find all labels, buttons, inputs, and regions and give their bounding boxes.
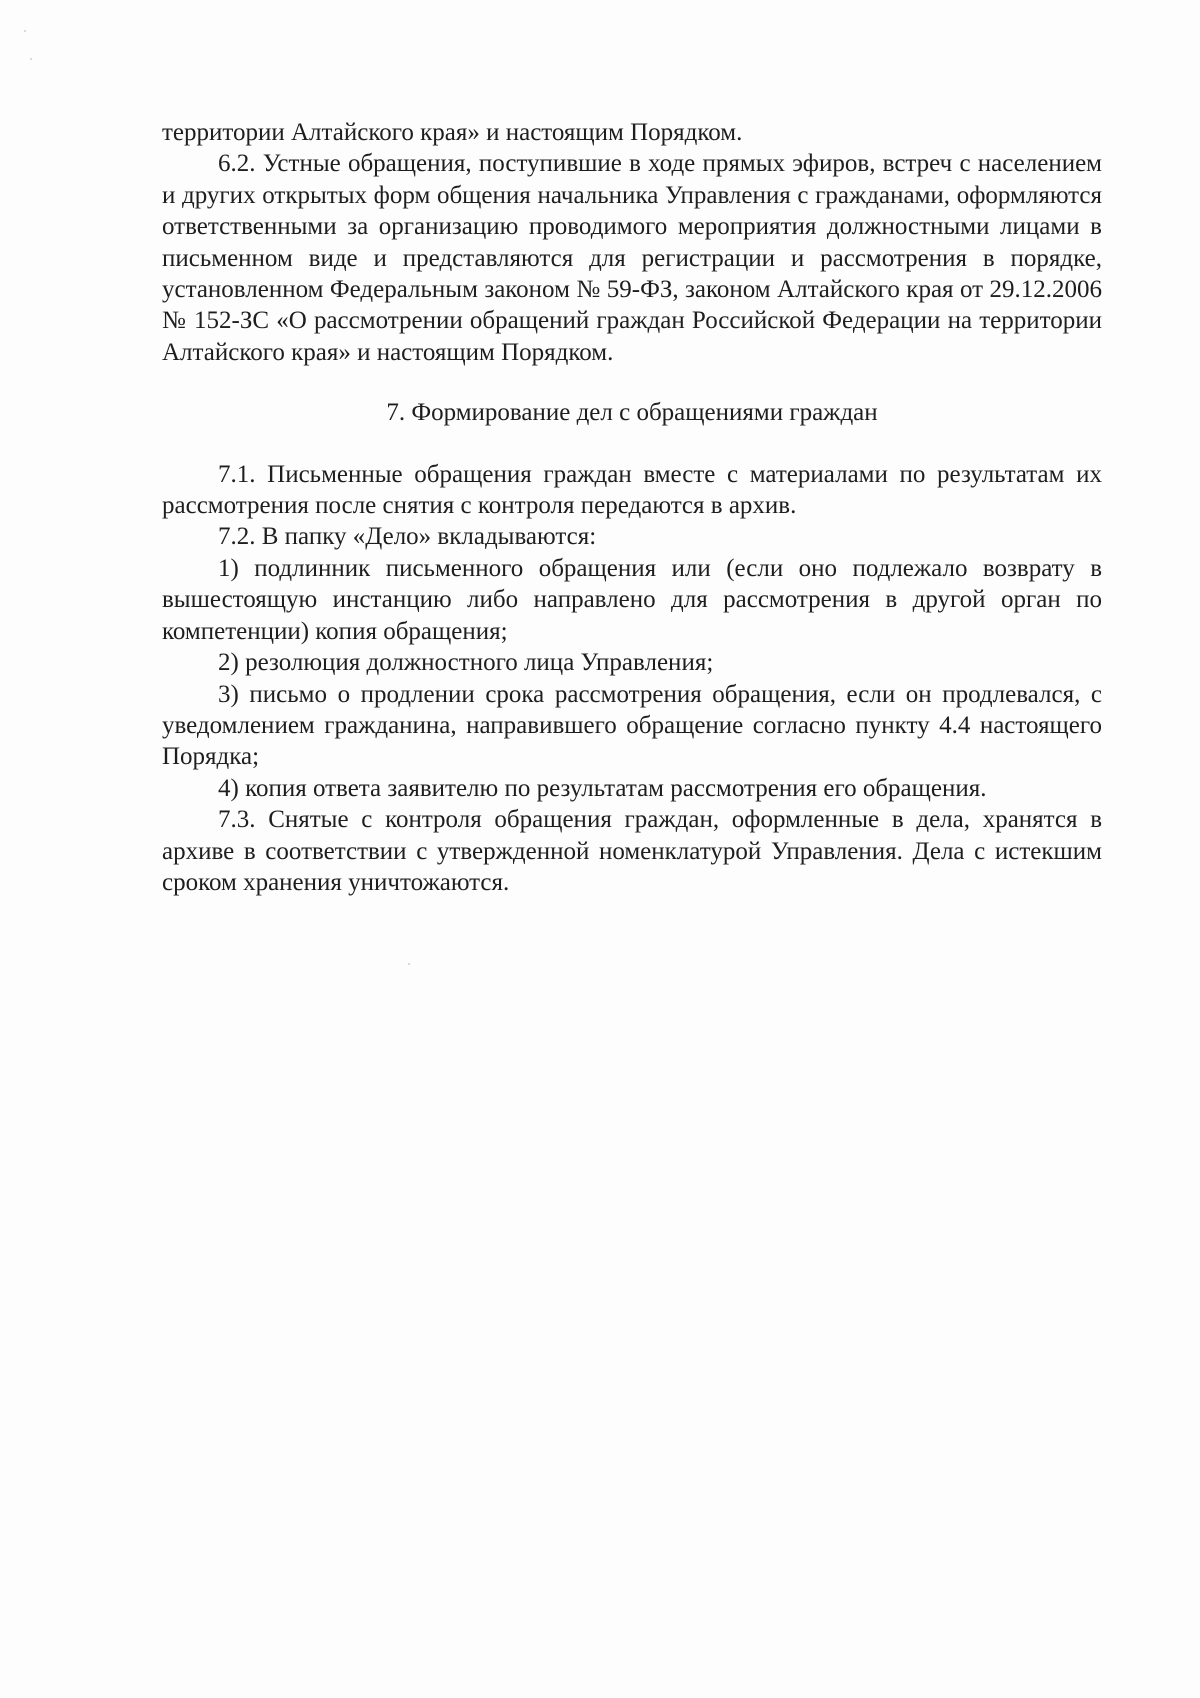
- section7-paragraph-2: 7.2. В папку «Дело» вкладываются:: [218, 523, 597, 551]
- scan-speck: [24, 30, 26, 32]
- document-body: [162, 117, 1102, 898]
- section7-list-item-1: 1) подлинник письменного обращения или (если оно подлежало возврату в вышестоящую инстанцию либо направлено для рассмотрения в другой орган по компетенции) копия обращения;: [162, 554, 1102, 645]
- section7-list-item-3: 3) письмо о продлении срока рассмотрения обращения, если он продлевался, с уведомлением гражданина, направившего обращение согласно пункту 4.4 настоящего Порядка;: [162, 680, 1102, 771]
- section7-list-item-4: 4) копия ответа заявителю по результатам рассмотрения его обращения.: [218, 774, 987, 802]
- section7-paragraph-1: 7.1. Письменные обращения граждан вместе с материалами по результатам их рассмотрения после снятия с контроля передаются в архив.: [162, 460, 1102, 520]
- scan-speck: [30, 58, 32, 60]
- scan-speck: [408, 963, 410, 965]
- section7-list-item-2: 2) резолюция должностного лица Управления;: [218, 649, 714, 677]
- section7-heading: 7. Формирование дел с обращениями граждан: [386, 399, 878, 427]
- section6-tail-text: территории Алтайского края» и настоящим Порядком.: [162, 119, 743, 146]
- section6-paragraph-2: 6.2. Устные обращения, поступившие в ходе прямых эфиров, встреч с населением и других открытых форм общения начальника Управления с гражданами, оформляются ответственными за организацию проводимого мероприятия должностными лицами в письменном виде и представляются для регистрации и рассмотрения в порядке, установленном Федеральным законом № 59-ФЗ, законом Алтайского края от 29.12.2006 № 152-ЗС «О рассмотрении обращений граждан Российской Федерации на территории Алтайского края» и настоящим Порядком.: [162, 150, 1102, 366]
- section7-paragraph-3: 7.3. Снятые с контроля обращения граждан, оформленные в дела, хранятся в архиве в соответствии с утвержденной номенклатурой Управления. Дела с истекшим сроком хранения уничтожаются.: [162, 806, 1102, 896]
